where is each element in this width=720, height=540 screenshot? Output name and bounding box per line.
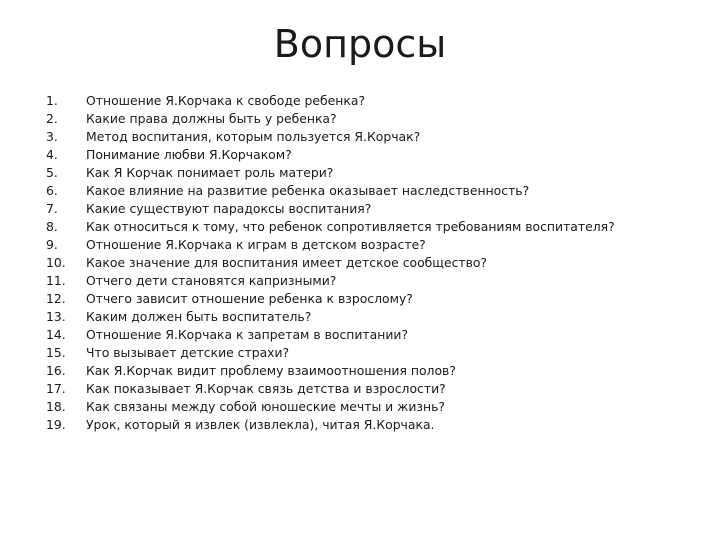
question-text: Каким должен быть воспитатель? [86, 309, 312, 324]
question-text: Отношение Я.Корчака к свободе ребенка? [86, 93, 366, 108]
page-title [0, 20, 720, 68]
question-number: 9. [46, 237, 58, 252]
question-item [46, 236, 706, 254]
question-item [46, 380, 706, 398]
question-number: 17. [46, 381, 66, 396]
question-item [46, 182, 706, 200]
question-item [46, 344, 706, 362]
question-item [46, 164, 706, 182]
question-item [46, 398, 706, 416]
question-text: Метод воспитания, которым пользуется Я.Корчак? [86, 129, 421, 144]
question-item [46, 200, 706, 218]
question-number: 15. [46, 345, 66, 360]
question-text: Какие права должны быть у ребенка? [86, 111, 337, 126]
question-number: 5. [46, 165, 58, 180]
question-text: Отчего дети становятся капризными? [86, 273, 337, 288]
question-item [46, 128, 706, 146]
question-text: Какое влияние на развитие ребенка оказывает наследственность? [86, 183, 530, 198]
question-text: Что вызывает детские страхи? [86, 345, 290, 360]
question-text: Как показывает Я.Корчак связь детства и взрослости? [86, 381, 446, 396]
page-title-text: Вопросы [273, 22, 447, 66]
question-text: Как Я.Корчак видит проблему взаимоотношения полов? [86, 363, 456, 378]
question-text: Какое значение для воспитания имеет детское сообщество? [86, 255, 488, 270]
question-number: 1. [46, 93, 58, 108]
question-text: Урок, который я извлек (извлекла), читая Я.Корчака. [86, 417, 435, 432]
question-number: 11. [46, 273, 66, 288]
question-item [46, 254, 706, 272]
question-number: 2. [46, 111, 58, 126]
question-number: 18. [46, 399, 66, 414]
question-number: 8. [46, 219, 58, 234]
question-item [46, 92, 706, 110]
question-number: 10. [46, 255, 66, 270]
question-item [46, 416, 706, 434]
question-list [46, 92, 706, 434]
question-text: Как относиться к тому, что ребенок сопротивляется требованиям воспитателя? [86, 219, 615, 234]
question-text: Какие существуют парадоксы воспитания? [86, 201, 372, 216]
question-item [46, 110, 706, 128]
question-text: Как связаны между собой юношеские мечты и жизнь? [86, 399, 445, 414]
question-number: 12. [46, 291, 66, 306]
question-number: 13. [46, 309, 66, 324]
question-text: Понимание любви Я.Корчаком? [86, 147, 292, 162]
question-item [46, 272, 706, 290]
question-number: 3. [46, 129, 58, 144]
question-text: Отчего зависит отношение ребенка к взрослому? [86, 291, 413, 306]
question-text: Как Я Корчак понимает роль матери? [86, 165, 334, 180]
question-text: Отношение Я.Корчака к играм в детском возрасте? [86, 237, 426, 252]
question-number: 19. [46, 417, 66, 432]
question-text: Отношение Я.Корчака к запретам в воспитании? [86, 327, 409, 342]
question-number: 7. [46, 201, 58, 216]
question-number: 14. [46, 327, 66, 342]
question-number: 16. [46, 363, 66, 378]
question-item [46, 290, 706, 308]
question-item [46, 326, 706, 344]
question-item [46, 362, 706, 380]
question-number: 4. [46, 147, 58, 162]
question-item [46, 146, 706, 164]
question-number: 6. [46, 183, 58, 198]
question-item [46, 308, 706, 326]
question-item [46, 218, 706, 236]
